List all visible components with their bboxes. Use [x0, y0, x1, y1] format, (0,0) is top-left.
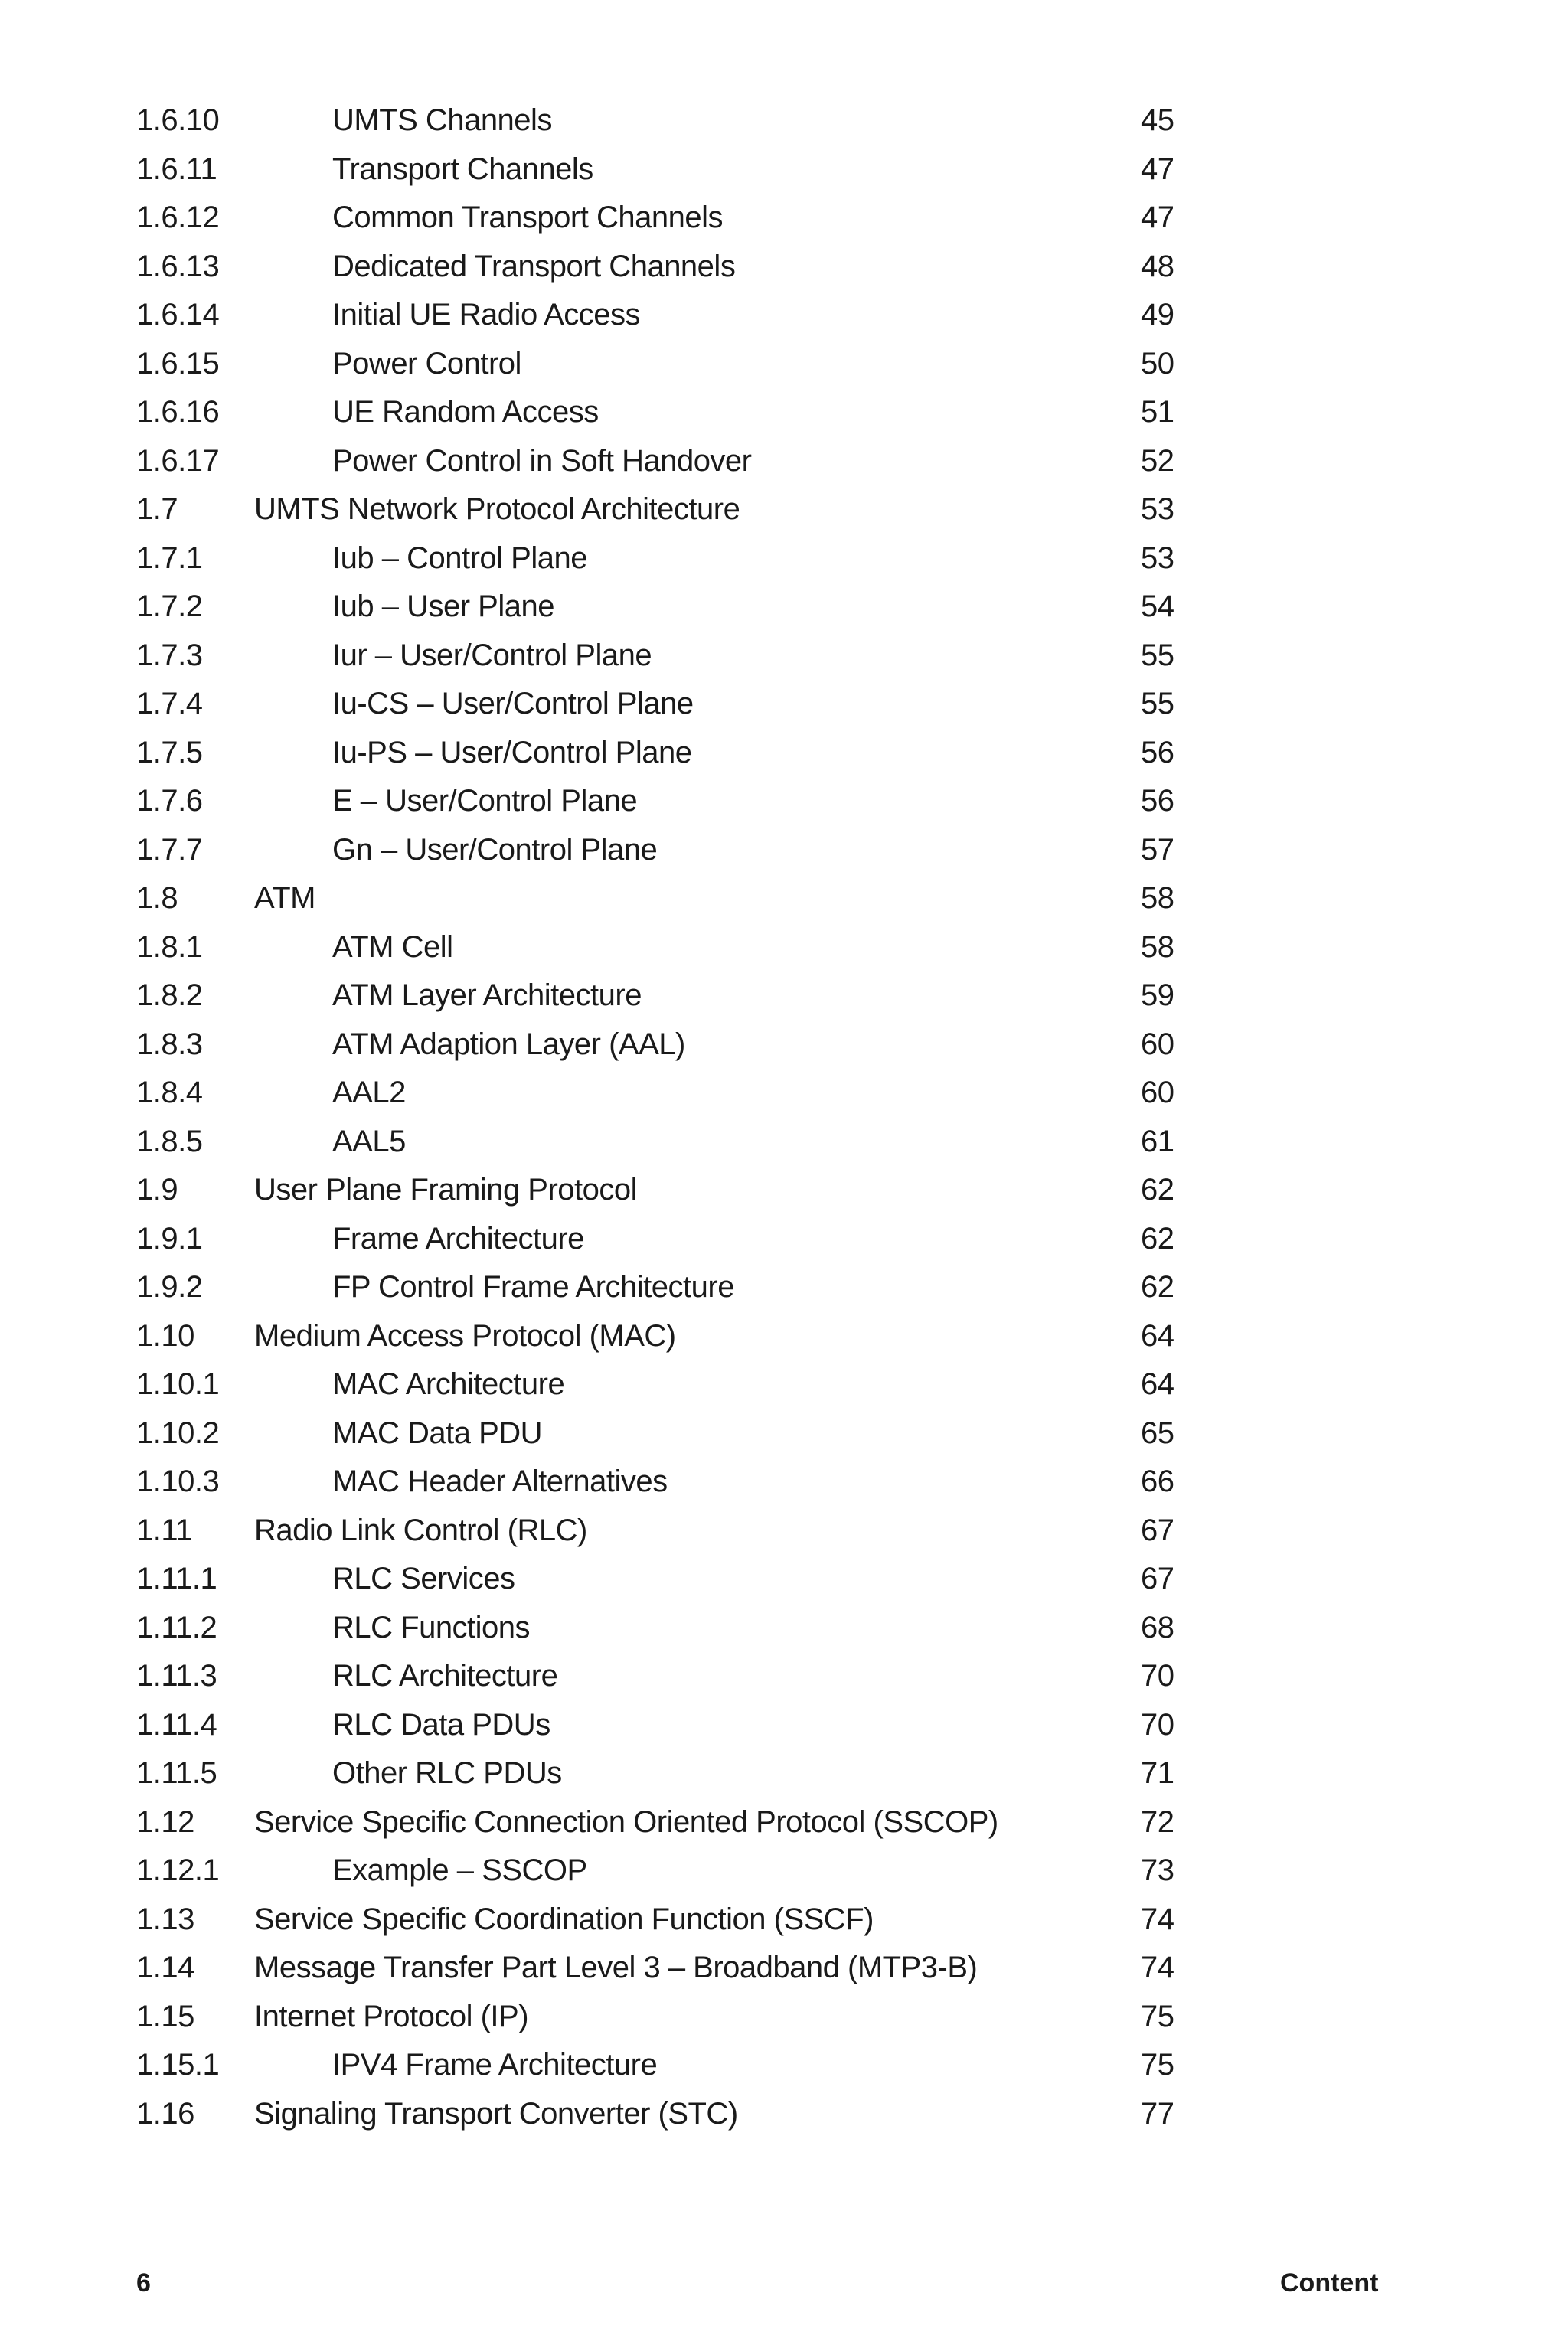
- toc-entry: [0, 291, 1568, 340]
- toc-entry: [0, 972, 1568, 1021]
- toc-entry-title: MAC Architecture: [332, 1367, 565, 1401]
- toc-entry-number: 1.9.2: [136, 1270, 203, 1304]
- toc-entry: [0, 1069, 1568, 1118]
- toc-entry: [0, 1993, 1568, 2042]
- toc-entry: [0, 2090, 1568, 2139]
- toc-entry-page: 68: [1141, 1610, 1174, 1644]
- table-of-contents: [0, 96, 1568, 2138]
- toc-entry-title: UE Random Access: [332, 395, 599, 429]
- toc-entry: [0, 96, 1568, 145]
- toc-entry-page: 48: [1141, 249, 1174, 283]
- toc-entry-page: 53: [1141, 492, 1174, 526]
- toc-entry: [0, 1749, 1568, 1798]
- toc-entry-number: 1.11.2: [136, 1610, 217, 1644]
- toc-entry: [0, 534, 1568, 583]
- toc-entry: [0, 632, 1568, 681]
- toc-entry-page: 45: [1141, 103, 1174, 137]
- toc-entry-number: 1.8.3: [136, 1027, 203, 1061]
- toc-entry-title: Example – SSCOP: [332, 1853, 587, 1887]
- toc-entry-number: 1.6.10: [136, 103, 220, 137]
- toc-entry-page: 67: [1141, 1513, 1174, 1547]
- toc-entry-title: MAC Data PDU: [332, 1416, 543, 1450]
- toc-entry-title: RLC Services: [332, 1562, 515, 1595]
- toc-entry-title: UMTS Channels: [332, 103, 552, 137]
- toc-entry-page: 58: [1141, 881, 1174, 915]
- toc-entry-number: 1.14: [136, 1951, 194, 1984]
- toc-entry-title: ATM Cell: [332, 929, 453, 964]
- toc-entry-page: 60: [1141, 1027, 1174, 1061]
- toc-entry-page: 50: [1141, 346, 1174, 380]
- toc-entry-title: E – User/Control Plane: [332, 784, 638, 818]
- toc-entry: [0, 1847, 1568, 1896]
- toc-entry: [0, 1604, 1568, 1653]
- toc-entry-page: 47: [1141, 152, 1174, 186]
- toc-entry-title: UMTS Network Protocol Architecture: [254, 492, 740, 526]
- toc-entry-title: Gn – User/Control Plane: [332, 832, 658, 867]
- toc-entry-page: 61: [1141, 1124, 1174, 1158]
- toc-entry-number: 1.6.11: [136, 152, 217, 186]
- toc-entry: [0, 874, 1568, 923]
- toc-entry: [0, 1507, 1568, 1556]
- toc-entry: [0, 437, 1568, 486]
- toc-entry-page: 67: [1141, 1562, 1174, 1595]
- toc-entry-title: User Plane Framing Protocol: [254, 1173, 638, 1207]
- toc-entry-number: 1.8: [136, 881, 178, 915]
- toc-entry-title: Other RLC PDUs: [332, 1756, 562, 1790]
- toc-entry-number: 1.8.5: [136, 1124, 203, 1158]
- toc-entry-number: 1.6.13: [136, 249, 220, 283]
- toc-entry-number: 1.16: [136, 2096, 194, 2131]
- toc-entry-page: 74: [1141, 1902, 1174, 1936]
- toc-entry-page: 62: [1141, 1173, 1174, 1207]
- toc-entry-number: 1.11: [136, 1513, 192, 1547]
- toc-entry-title: Service Specific Coordination Function (SSCF): [254, 1902, 874, 1936]
- toc-entry-title: ATM: [254, 881, 315, 915]
- toc-entry: [0, 1555, 1568, 1604]
- toc-entry-number: 1.10.2: [136, 1416, 220, 1450]
- toc-entry-page: 51: [1141, 395, 1174, 429]
- toc-entry-page: 70: [1141, 1659, 1174, 1693]
- toc-entry-number: 1.9: [136, 1173, 178, 1207]
- toc-entry-number: 1.10: [136, 1318, 194, 1353]
- toc-entry-number: 1.6.14: [136, 298, 220, 331]
- toc-entry-number: 1.12.1: [136, 1853, 220, 1887]
- toc-entry-page: 58: [1141, 929, 1174, 964]
- toc-entry-title: Power Control in Soft Handover: [332, 443, 752, 478]
- toc-entry-page: 49: [1141, 298, 1174, 331]
- toc-entry: [0, 1118, 1568, 1167]
- toc-entry-title: Iu-PS – User/Control Plane: [332, 735, 692, 769]
- toc-entry-number: 1.10.3: [136, 1465, 220, 1498]
- toc-entry-number: 1.11.4: [136, 1707, 217, 1742]
- toc-entry: [0, 485, 1568, 534]
- toc-entry-number: 1.11.5: [136, 1756, 217, 1790]
- toc-entry: [0, 1798, 1568, 1847]
- footer-section-label: Content: [1280, 2268, 1379, 2297]
- toc-entry: [0, 1458, 1568, 1507]
- toc-entry-title: Power Control: [332, 346, 521, 380]
- toc-entry-number: 1.8.2: [136, 978, 203, 1012]
- toc-entry: [0, 729, 1568, 778]
- footer-page-number: 6: [136, 2268, 151, 2297]
- toc-entry-page: 62: [1141, 1270, 1174, 1304]
- toc-entry-title: ATM Adaption Layer (AAL): [332, 1027, 685, 1061]
- toc-entry: [0, 923, 1568, 972]
- toc-entry-page: 64: [1141, 1367, 1174, 1401]
- toc-entry-number: 1.6.12: [136, 201, 220, 234]
- toc-entry-page: 60: [1141, 1076, 1174, 1109]
- toc-entry-title: RLC Functions: [332, 1610, 531, 1644]
- toc-entry-title: Signaling Transport Converter (STC): [254, 2096, 738, 2131]
- toc-entry: [0, 1021, 1568, 1069]
- toc-entry-title: Iub – User Plane: [332, 589, 554, 623]
- toc-entry-title: Iur – User/Control Plane: [332, 638, 652, 672]
- toc-entry-title: Medium Access Protocol (MAC): [254, 1318, 676, 1353]
- toc-entry-number: 1.7.2: [136, 589, 203, 623]
- toc-entry: [0, 1652, 1568, 1701]
- toc-entry-page: 56: [1141, 784, 1174, 818]
- toc-entry-number: 1.7.7: [136, 832, 203, 867]
- toc-entry-title: Message Transfer Part Level 3 – Broadband (MTP3-B): [254, 1951, 978, 1984]
- toc-entry-page: 54: [1141, 589, 1174, 623]
- toc-entry-page: 75: [1141, 1999, 1174, 2033]
- toc-entry-page: 65: [1141, 1416, 1174, 1450]
- toc-entry: [0, 145, 1568, 194]
- toc-entry-page: 53: [1141, 540, 1174, 575]
- toc-entry-page: 74: [1141, 1951, 1174, 1984]
- toc-entry: [0, 2041, 1568, 2090]
- toc-entry-page: 59: [1141, 978, 1174, 1012]
- toc-entry-page: 70: [1141, 1707, 1174, 1742]
- toc-entry: [0, 1166, 1568, 1215]
- toc-entry: [0, 388, 1568, 437]
- toc-entry: [0, 243, 1568, 292]
- toc-entry-number: 1.7.1: [136, 540, 203, 575]
- toc-entry-number: 1.8.1: [136, 929, 203, 964]
- toc-entry-title: MAC Header Alternatives: [332, 1465, 668, 1498]
- toc-entry-page: 64: [1141, 1318, 1174, 1353]
- toc-entry-number: 1.10.1: [136, 1367, 220, 1401]
- toc-entry-number: 1.7.5: [136, 735, 203, 769]
- toc-entry-page: 75: [1141, 2048, 1174, 2082]
- toc-entry: [0, 1701, 1568, 1750]
- toc-entry-number: 1.8.4: [136, 1076, 203, 1109]
- toc-entry-title: Transport Channels: [332, 152, 593, 186]
- toc-entry: [0, 777, 1568, 826]
- toc-entry-title: Radio Link Control (RLC): [254, 1513, 587, 1547]
- toc-entry-title: Internet Protocol (IP): [254, 1999, 529, 2033]
- toc-entry-number: 1.12: [136, 1804, 194, 1839]
- toc-entry-title: AAL2: [332, 1076, 406, 1109]
- toc-entry-page: 73: [1141, 1853, 1174, 1887]
- toc-entry-title: RLC Data PDUs: [332, 1707, 550, 1742]
- toc-entry-page: 62: [1141, 1221, 1174, 1256]
- toc-entry-number: 1.7: [136, 492, 178, 526]
- toc-entry-number: 1.6.16: [136, 395, 220, 429]
- toc-entry-number: 1.11.1: [136, 1562, 217, 1595]
- toc-entry-page: 52: [1141, 443, 1174, 478]
- toc-entry-title: Common Transport Channels: [332, 201, 723, 234]
- toc-entry: [0, 1263, 1568, 1312]
- toc-entry-page: 77: [1141, 2096, 1174, 2131]
- toc-entry: [0, 1360, 1568, 1409]
- toc-entry-number: 1.7.6: [136, 784, 203, 818]
- toc-entry-title: Iub – Control Plane: [332, 540, 587, 575]
- toc-entry: [0, 1312, 1568, 1361]
- toc-entry-title: RLC Architecture: [332, 1659, 558, 1693]
- toc-entry: [0, 194, 1568, 243]
- toc-entry-title: AAL5: [332, 1124, 406, 1158]
- toc-entry-title: Frame Architecture: [332, 1221, 584, 1256]
- toc-entry-title: ATM Layer Architecture: [332, 978, 642, 1012]
- toc-entry-title: Iu-CS – User/Control Plane: [332, 687, 694, 720]
- toc-entry-page: 71: [1141, 1756, 1174, 1790]
- toc-entry: [0, 1944, 1568, 1993]
- toc-entry-page: 66: [1141, 1465, 1174, 1498]
- toc-entry: [0, 583, 1568, 632]
- toc-entry: [0, 680, 1568, 729]
- toc-entry-title: IPV4 Frame Architecture: [332, 2048, 658, 2082]
- toc-entry: [0, 1215, 1568, 1264]
- toc-entry-page: 55: [1141, 638, 1174, 672]
- toc-entry-page: 57: [1141, 832, 1174, 867]
- toc-entry-title: Initial UE Radio Access: [332, 298, 641, 331]
- toc-entry-title: Service Specific Connection Oriented Protocol (SSCOP): [254, 1804, 998, 1839]
- toc-entry-page: 55: [1141, 687, 1174, 720]
- toc-entry-page: 56: [1141, 735, 1174, 769]
- toc-entry: [0, 1896, 1568, 1945]
- toc-entry-number: 1.9.1: [136, 1221, 203, 1256]
- toc-entry-number: 1.11.3: [136, 1659, 217, 1693]
- toc-entry-number: 1.6.17: [136, 443, 220, 478]
- toc-entry-number: 1.6.15: [136, 346, 220, 380]
- toc-entry-number: 1.13: [136, 1902, 194, 1936]
- toc-entry-title: FP Control Frame Architecture: [332, 1270, 734, 1304]
- toc-entry-number: 1.7.4: [136, 687, 203, 720]
- toc-entry: [0, 826, 1568, 875]
- toc-entry: [0, 1409, 1568, 1458]
- toc-entry-page: 47: [1141, 201, 1174, 234]
- toc-entry-number: 1.7.3: [136, 638, 203, 672]
- toc-entry-title: Dedicated Transport Channels: [332, 249, 736, 283]
- toc-entry-page: 72: [1141, 1804, 1174, 1839]
- toc-entry: [0, 340, 1568, 389]
- toc-entry-number: 1.15.1: [136, 2048, 220, 2082]
- toc-entry-number: 1.15: [136, 1999, 194, 2033]
